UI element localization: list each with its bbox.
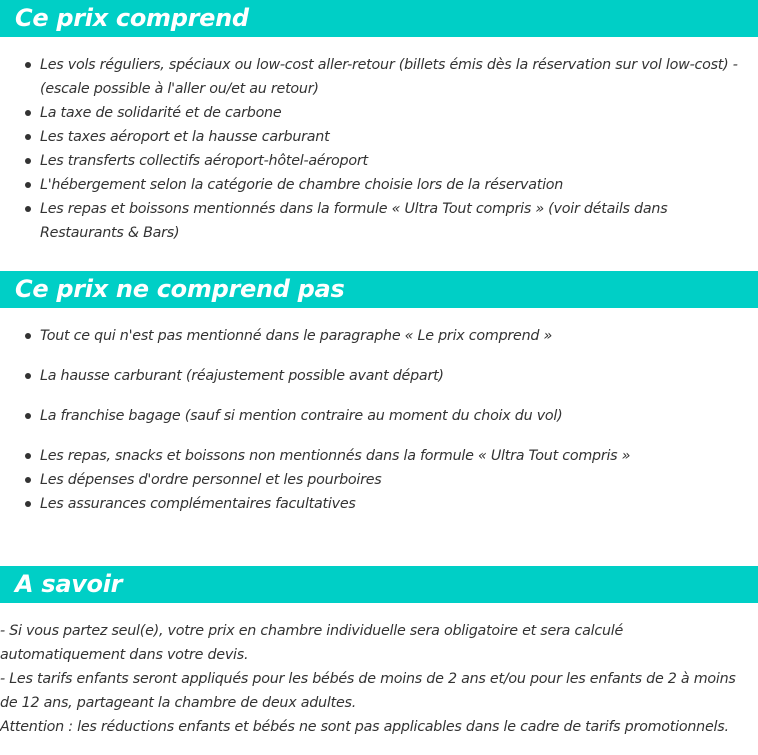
info-paragraph: - Si vous partez seul(e), votre prix en chambre individuelle sera obligatoire et sera calculé automatiquement dans votre devis. xyxy=(0,623,624,663)
section-title: Ce prix comprend xyxy=(15,4,249,32)
price-excludes-list xyxy=(0,324,758,516)
list-item: L'hébergement selon la catégorie de chambre choisie lors de la réservation xyxy=(0,173,758,197)
list-item: Les dépenses d'ordre personnel et les pourboires xyxy=(0,468,758,492)
list-item: Les taxes aéroport et la hausse carburant xyxy=(0,125,758,149)
list-item: Tout ce qui n'est pas mentionné dans le paragraphe « Le prix comprend » xyxy=(0,324,758,348)
list-item: Les assurances complémentaires facultatives xyxy=(0,492,758,516)
price-includes-list xyxy=(0,53,758,245)
good-to-know-text xyxy=(0,619,758,739)
section-title: A savoir xyxy=(15,570,123,598)
list-item: La franchise bagage (sauf si mention contraire au moment du choix du vol) xyxy=(0,404,758,428)
list-item: Les repas, snacks et boissons non mentionnés dans la formule « Ultra Tout compris » xyxy=(0,444,758,468)
info-paragraph: Attention : les réductions enfants et bébés ne sont pas applicables dans le cadre de tarifs promotionnels. xyxy=(0,719,729,735)
section-header-good-to-know xyxy=(0,566,758,603)
section-header-price-excludes xyxy=(0,271,758,308)
list-item: La hausse carburant (réajustement possible avant départ) xyxy=(0,364,758,388)
section-header-price-includes xyxy=(0,0,758,37)
list-item: Les repas et boissons mentionnés dans la formule « Ultra Tout compris » (voir détails dans Restaurants & Bars) xyxy=(0,197,758,245)
section-title: Ce prix ne comprend pas xyxy=(15,275,345,303)
list-item: Les transferts collectifs aéroport-hôtel-aéroport xyxy=(0,149,758,173)
list-item: La taxe de solidarité et de carbone xyxy=(0,101,758,125)
list-item: Les vols réguliers, spéciaux ou low-cost aller-retour (billets émis dès la réservation sur vol low-cost) - (escale possible à l'aller ou/et au retour) xyxy=(0,53,758,101)
info-paragraph: - Les tarifs enfants seront appliqués pour les bébés de moins de 2 ans et/ou pour les enfants de 2 à moins de 12 ans, partageant la chambre de deux adultes. xyxy=(0,671,736,711)
